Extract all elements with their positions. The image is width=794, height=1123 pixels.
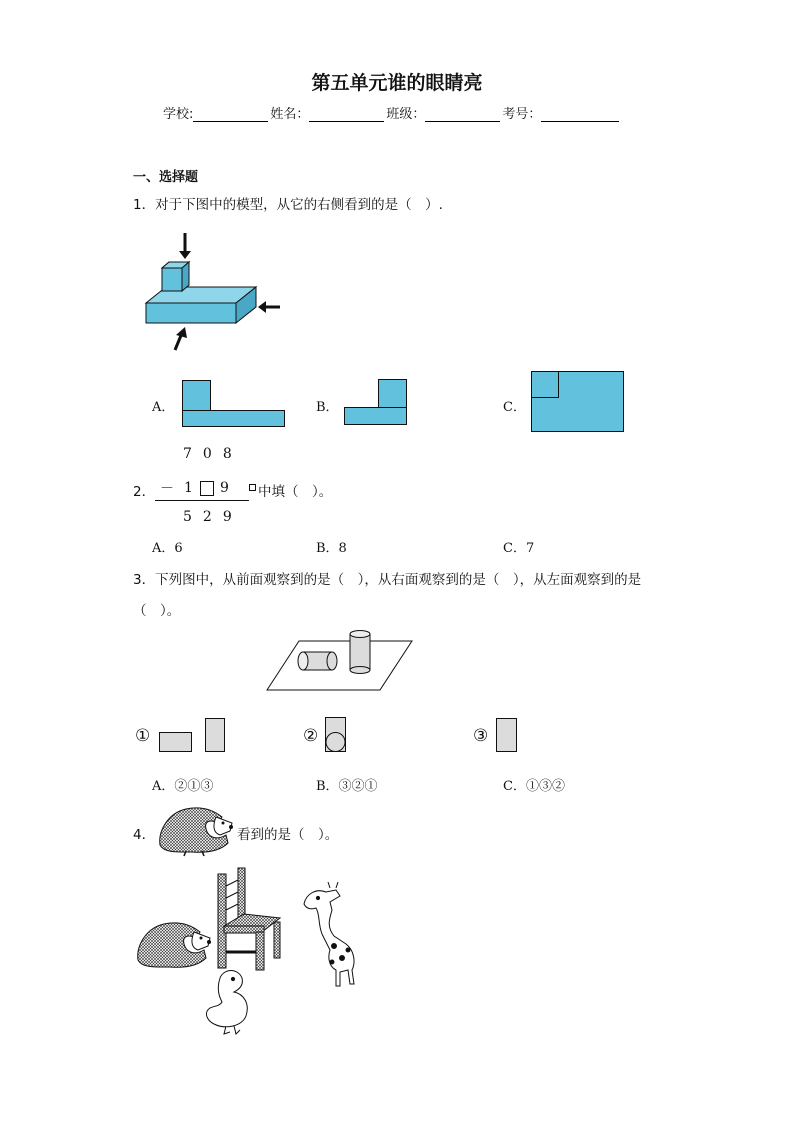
digit: 0: [202, 446, 212, 462]
digit: 5: [183, 509, 192, 525]
hedgehog-icon: [156, 803, 236, 857]
chick-icon: [207, 971, 248, 1035]
school-blank[interactable]: [193, 107, 268, 122]
q3-scene-figure: [266, 626, 414, 692]
subtraction-line: [155, 500, 249, 501]
q2-option-c[interactable]: C．7: [503, 541, 535, 556]
name-blank[interactable]: [309, 107, 384, 122]
standing-cylinder: [350, 634, 370, 670]
blank-box[interactable]: [200, 481, 214, 496]
section-heading: 一、选择题: [133, 170, 199, 185]
digit: 9: [222, 509, 232, 525]
q2-top-row: [183, 446, 232, 462]
name-label: 姓名：: [270, 107, 310, 122]
q3-text-line2: （ ）。: [133, 603, 181, 619]
view-3-rect: [496, 718, 517, 752]
view-1-rect: [159, 732, 192, 752]
giraffe-icon: [304, 882, 354, 986]
page-title: 第五单元谁的眼睛亮: [311, 72, 483, 94]
view-label-2: ②: [303, 726, 319, 746]
q1-option-a-shape: [182, 380, 286, 428]
q2-middle-row: [160, 478, 229, 498]
view-label-3: ③: [473, 726, 489, 746]
minus-sign: －: [160, 481, 174, 497]
q1-option-c-shape: [531, 371, 625, 433]
q3-option-a[interactable]: A．②①③: [152, 779, 214, 794]
q3-text-line1: 3．下列图中，从前面观察到的是（ ），从右面观察到的是（ ），从左面观察到的是: [133, 572, 642, 588]
q1-option-c[interactable]: C．: [503, 400, 526, 415]
small-box-icon: [249, 484, 256, 491]
q4-scene-figure: [134, 866, 374, 1041]
class-blank[interactable]: [425, 107, 500, 122]
student-info-row: [163, 103, 621, 122]
q1-option-b[interactable]: B．: [316, 400, 339, 415]
view-label-1: ①: [135, 726, 151, 746]
q3-option-b[interactable]: B．③②①: [316, 779, 378, 794]
q1-model-figure: [130, 225, 290, 355]
view-1-tall-rect: [205, 718, 225, 752]
hedgehog-icon: [138, 923, 211, 967]
q1-text: 1．对于下图中的模型，从它的右侧看到的是（ ）.: [133, 197, 443, 213]
q2-suffix: 中填（ ）。: [258, 484, 333, 500]
view-2-shape: [325, 717, 349, 753]
q4-suffix: 看到的是（ ）。: [237, 827, 339, 843]
q1-option-b-shape: [344, 379, 408, 426]
exam-number-label: 考号：: [502, 107, 542, 122]
q2-option-a[interactable]: A．6: [152, 541, 183, 556]
q4-number: 4．: [133, 827, 156, 843]
q3-option-c[interactable]: C．①③②: [503, 779, 565, 794]
digit: 2: [202, 509, 212, 525]
chair-icon: [218, 868, 280, 970]
q2-option-b[interactable]: B．8: [316, 541, 347, 556]
digit: 7: [183, 446, 192, 462]
slab: [146, 303, 236, 323]
digit: 1: [184, 480, 193, 496]
digit: 9: [220, 480, 229, 496]
class-label: 班级：: [386, 107, 426, 122]
exam-number-blank[interactable]: [541, 107, 619, 122]
q1-option-a[interactable]: A．: [152, 400, 175, 415]
digit: 8: [222, 446, 232, 462]
q2-number: 2．: [133, 484, 156, 500]
school-label: 学校:: [163, 107, 194, 122]
q2-bottom-row: [183, 509, 232, 525]
